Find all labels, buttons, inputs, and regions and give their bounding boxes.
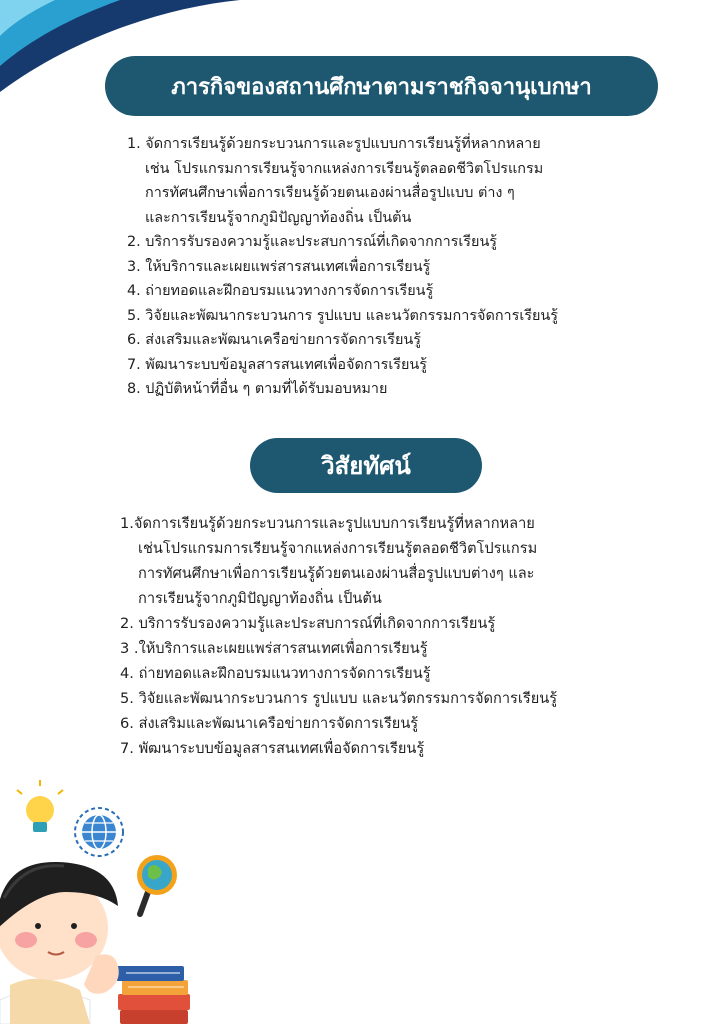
vision-item-line: การเรียนรู้จากภูมิปัญญาท้องถิ่น เป็นต้น — [138, 590, 382, 607]
vision-item-line: 7. พัฒนาระบบข้อมูลสารสนเทศเพื่อจัดการเรียนรู้ — [120, 740, 425, 757]
mission-item — [127, 230, 657, 255]
vision-item-line: 3 .ให้บริการและเผยแพร่สารสนเทศเพื่อการเรียนรู้ — [120, 640, 428, 657]
mission-item-line: และการเรียนรู้จากภูมิปัญญาท้องถิ่น เป็นต้น — [145, 209, 412, 226]
child-thinking-illustration — [0, 780, 200, 1024]
mission-item-line: 3. ให้บริการและเผยแพร่สารสนเทศเพื่อการเรียนรู้ — [127, 258, 431, 275]
mission-item — [127, 353, 657, 378]
mission-list — [127, 132, 657, 402]
vision-item-line: 1.จัดการเรียนรู้ด้วยกระบวนการและรูปแบบการเรียนรู้ที่หลากหลาย — [120, 515, 535, 532]
mission-item-line: เช่น โปรแกรมการเรียนรู้จากแหล่งการเรียนรู้ตลอดชีวิตโปรแกรม — [145, 160, 544, 177]
vision-list — [120, 511, 680, 761]
mission-item-line: 2. บริการรับรองความรู้และประสบการณ์ที่เกิดจากการเรียนรู้ — [127, 234, 498, 250]
mission-title: ภารกิจของสถานศึกษาตามราชกิจจานุเบกษา — [105, 56, 658, 116]
mission-item-line: 7. พัฒนาระบบข้อมูลสารสนเทศเพื่อจัดการเรียนรู้ — [127, 356, 427, 373]
vision-item-line: การทัศนศึกษาเพื่อการเรียนรู้ด้วยตนเองผ่านสื่อรูปแบบต่างๆ และ — [138, 565, 535, 582]
vision-item-line: 5. วิจัยและพัฒนากระบวนการ รูปแบบ และนวัตกรรมการจัดการเรียนรู้ — [120, 690, 558, 707]
vision-item — [120, 661, 680, 686]
vision-item — [120, 511, 680, 611]
vision-item-line: เช่นโปรแกรมการเรียนรู้จากแหล่งการเรียนรู้ตลอดชีวิตโปรแกรม — [138, 540, 538, 557]
vision-item-line: 2. บริการรับรองความรู้และประสบการณ์ที่เกิดจากการเรียนรู้ — [120, 615, 496, 632]
lightbulb-icon — [17, 780, 63, 832]
mission-item — [127, 304, 657, 329]
mission-item-line: 1. จัดการเรียนรู้ด้วยกระบวนการและรูปแบบการเรียนรู้ที่หลากหลาย — [127, 136, 541, 152]
vision-item-line: 4. ถ่ายทอดและฝึกอบรมแนวทางการจัดการเรียนรู้ — [120, 665, 431, 682]
vision-item — [120, 711, 680, 736]
child-figure — [0, 862, 119, 1024]
vision-title: วิสัยทัศน์ — [250, 438, 482, 493]
mission-item-line: การทัศนศึกษาเพื่อการเรียนรู้ด้วยตนเองผ่านสื่อรูปแบบ ต่าง ๆ — [145, 185, 515, 201]
vision-item — [120, 686, 680, 711]
vision-item — [120, 736, 680, 761]
vision-item — [120, 636, 680, 661]
mission-item — [127, 328, 657, 353]
mission-item-line: 5. วิจัยและพัฒนากระบวนการ รูปแบบ และนวัตกรรมการจัดการเรียนรู้ — [127, 307, 558, 324]
magnifier-globe-icon — [137, 855, 177, 914]
mission-item — [127, 132, 657, 230]
mission-item-line: 4. ถ่ายทอดและฝึกอบรมแนวทางการจัดการเรียนรู้ — [127, 283, 434, 299]
mission-item — [127, 279, 657, 304]
mission-item — [127, 255, 657, 280]
vision-item-line: 6. ส่งเสริมและพัฒนาเครือข่ายการจัดการเรียนรู้ — [120, 715, 419, 732]
globe-icon — [75, 808, 123, 856]
books-icon — [116, 966, 190, 1024]
mission-item — [127, 377, 657, 402]
mission-item-line: 8. ปฏิบัติหน้าที่อื่น ๆ ตามที่ได้รับมอบหมาย — [127, 381, 388, 397]
mission-item-line: 6. ส่งเสริมและพัฒนาเครือข่ายการจัดการเรียนรู้ — [127, 332, 421, 348]
vision-item — [120, 611, 680, 636]
